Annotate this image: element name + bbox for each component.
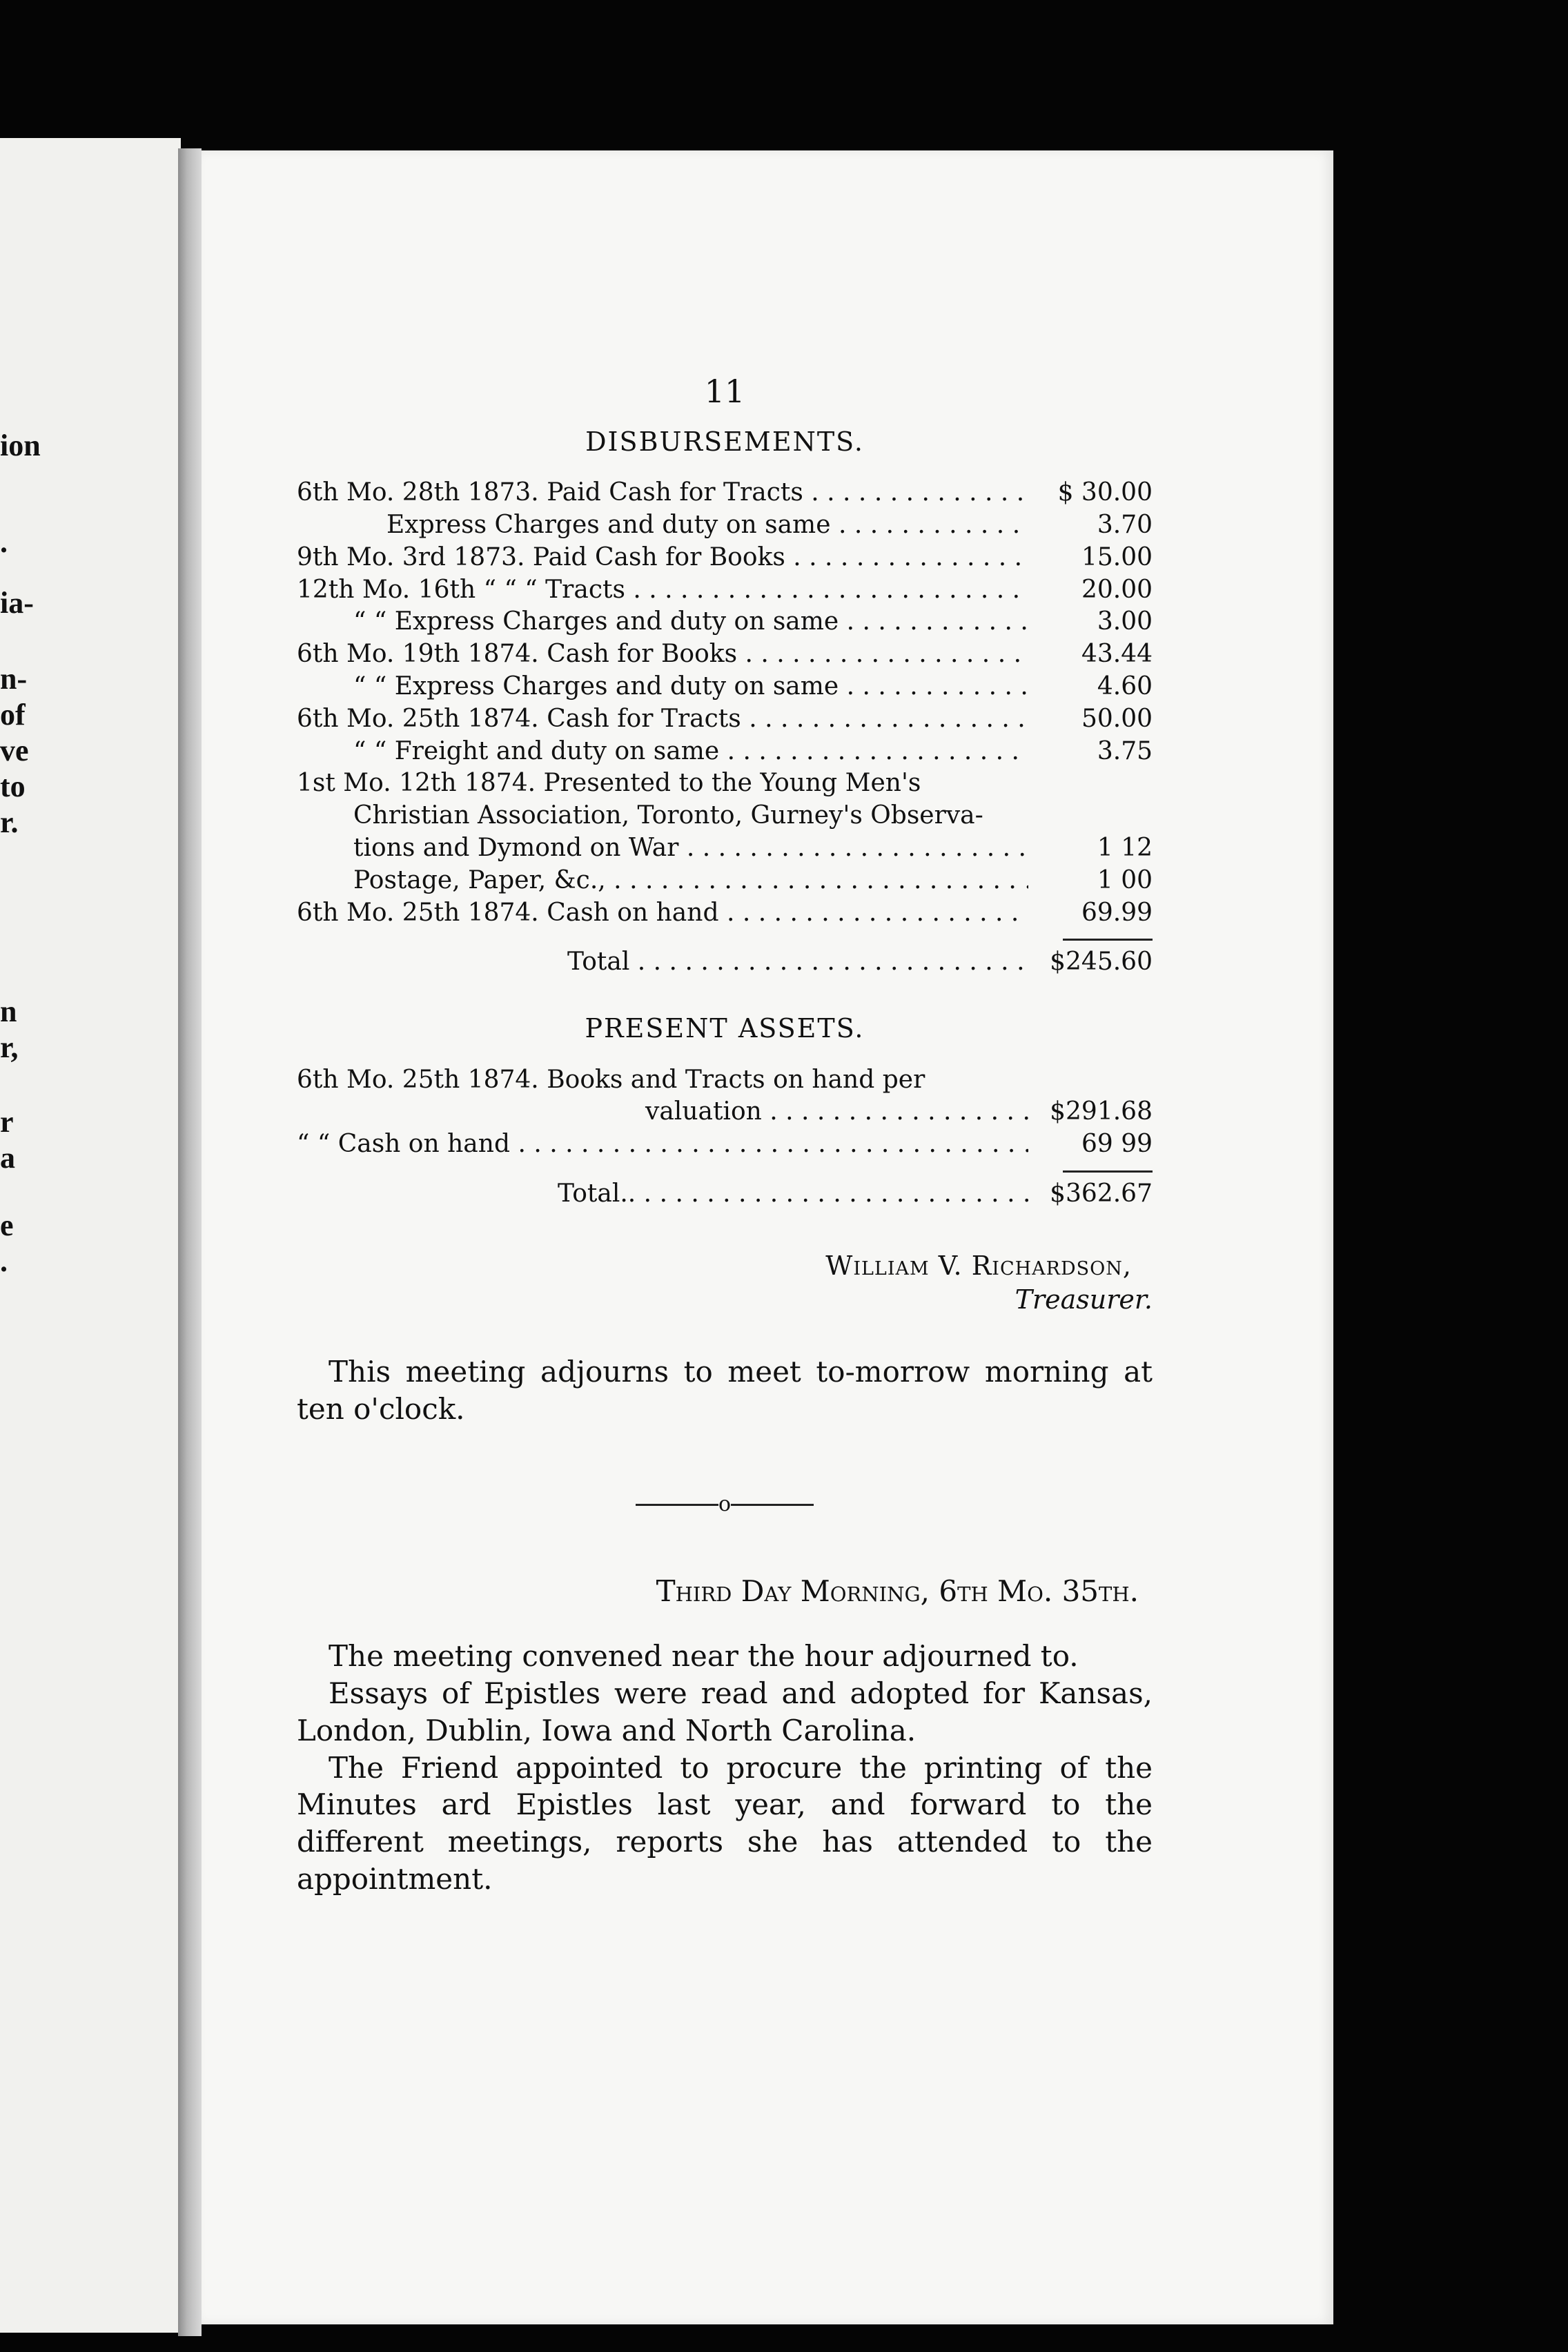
ledger-description: “ “ Express Charges and duty on same . . . (297, 671, 1028, 703)
left-fragment-text: of (0, 698, 26, 732)
third-day-body (297, 1638, 1153, 1897)
disbursements-ledger (297, 477, 1153, 979)
total-amount: $245.60 (1050, 948, 1153, 977)
ledger-row (297, 703, 1153, 736)
ledger-amount: 69 99 (1081, 1130, 1153, 1159)
ledger-description: valuation . . . (297, 1096, 1028, 1128)
ledger-description: “ “ Freight and duty on same . . . (297, 736, 1028, 768)
left-fragment-text: . (0, 525, 8, 559)
treasurer-title: Treasurer. (1015, 1284, 1153, 1315)
adjourn-paragraph (297, 1353, 1153, 1429)
total-rule (1063, 1170, 1153, 1173)
ledger-amount: 3.00 (1097, 607, 1153, 636)
ledger-row (297, 767, 1153, 800)
present-assets-heading: PRESENT ASSETS. (585, 1013, 865, 1044)
ledger-description: Postage, Paper, &c., . . . (297, 865, 1028, 897)
ledger-description: tions and Dymond on War . . . (297, 832, 1028, 865)
assets-ledger (297, 1064, 1153, 1211)
divider-line (731, 1504, 814, 1506)
ledger-row (297, 1064, 1153, 1097)
paragraph: The Friend appointed to procure the printing of the Minutes ard Epistles last year, and forward to the different meetings, reports she has attended to the appointment. (297, 1750, 1153, 1896)
assets-total-row (297, 1178, 1153, 1211)
left-fragment-text: r, (0, 1030, 19, 1064)
total-rule (1063, 939, 1153, 941)
page-content (297, 371, 1153, 1898)
book-gutter (178, 148, 202, 2336)
ledger-amount: 1 12 (1097, 833, 1153, 862)
left-fragment-text: r (0, 1105, 14, 1139)
ledger-description: 6th Mo. 25th 1874. Cash for Tracts . . . (297, 703, 1028, 736)
left-fragment-text: ion (0, 429, 41, 462)
left-fragment-text: ve (0, 734, 29, 767)
left-fragment-text: a (0, 1141, 15, 1175)
ledger-amount: 69.99 (1081, 898, 1153, 927)
ledger-row (297, 477, 1153, 509)
ledger-row (297, 638, 1153, 671)
disbursements-heading: DISBURSEMENTS. (585, 426, 864, 457)
ledger-amount: 3.70 (1097, 510, 1153, 539)
ledger-amount: 3.75 (1097, 736, 1153, 765)
paragraph: Essays of Epistles were read and adopted for Kansas, London, Dublin, Iowa and North Carolina. (297, 1676, 1153, 1747)
left-page-fragment (0, 138, 181, 2333)
ledger-amount: 1 00 (1097, 865, 1153, 894)
divider-line (636, 1504, 718, 1506)
left-fragment-text: n (0, 994, 17, 1028)
ledger-description: “ “ Express Charges and duty on same . . . (297, 606, 1028, 638)
disbursements-total-row (297, 946, 1153, 979)
ledger-description: “ “ Cash on hand . . . (297, 1128, 1028, 1161)
ledger-amount: 20.00 (1081, 575, 1153, 604)
ledger-row (297, 574, 1153, 607)
ledger-row (297, 606, 1153, 638)
ledger-row (297, 542, 1153, 574)
ledger-description: 6th Mo. 19th 1874. Cash for Books . . . (297, 638, 1028, 671)
left-fragment-text: to (0, 770, 26, 803)
left-fragment-text: n- (0, 662, 28, 696)
adjourn-text: This meeting adjourns to meet to-morrow morning at ten o'clock. (297, 1354, 1153, 1427)
ledger-amount: $291.68 (1050, 1097, 1153, 1126)
ledger-description: Christian Association, Toronto, Gurney's Observa- (353, 801, 983, 830)
ledger-description: 6th Mo. 28th 1873. Paid Cash for Tracts . . . (297, 477, 1028, 509)
ledger-row (297, 800, 1153, 832)
ledger-row (297, 509, 1153, 542)
total-label: Total . . . (297, 946, 1028, 979)
left-fragment-text: e (0, 1208, 14, 1242)
ledger-description: 1st Mo. 12th 1874. Presented to the Young Men's (297, 769, 921, 798)
ledger-row (297, 736, 1153, 768)
total-amount: $362.67 (1050, 1179, 1153, 1208)
third-day-heading: Third Day Morning, 6th Mo. 35th. (656, 1574, 1139, 1608)
left-fragment-text: r. (0, 805, 19, 839)
ledger-row (297, 1096, 1153, 1128)
ledger-row (297, 897, 1153, 930)
book-page (202, 150, 1333, 2324)
ledger-description: Express Charges and duty on same . . . (297, 509, 1028, 542)
ledger-amount: 4.60 (1097, 672, 1153, 700)
divider-mark: o (718, 1491, 732, 1516)
ledger-row (297, 1128, 1153, 1161)
total-label: Total.. . . . (297, 1178, 1028, 1211)
ledger-row (297, 865, 1153, 897)
page-number: 11 (704, 373, 745, 410)
ledger-description: 9th Mo. 3rd 1873. Paid Cash for Books . . . (297, 542, 1028, 574)
left-fragment-text: . (0, 1244, 8, 1278)
left-fragment-text: ia- (0, 586, 34, 620)
ledger-amount: 50.00 (1081, 704, 1153, 733)
treasurer-name: William V. Richardson, (825, 1250, 1132, 1281)
ledger-description: 6th Mo. 25th 1874. Cash on hand . . . (297, 897, 1028, 930)
ledger-amount: $ 30.00 (1057, 478, 1153, 507)
ledger-description: 6th Mo. 25th 1874. Books and Tracts on hand per (297, 1065, 925, 1094)
ledger-row (297, 832, 1153, 865)
ledger-row (297, 671, 1153, 703)
ledger-amount: 15.00 (1081, 542, 1153, 571)
ledger-description: 12th Mo. 16th “ “ “ Tracts . . . (297, 574, 1028, 607)
paragraph: The meeting convened near the hour adjourned to. (329, 1639, 1079, 1674)
ledger-amount: 43.44 (1081, 640, 1153, 669)
section-divider (297, 1491, 1153, 1518)
